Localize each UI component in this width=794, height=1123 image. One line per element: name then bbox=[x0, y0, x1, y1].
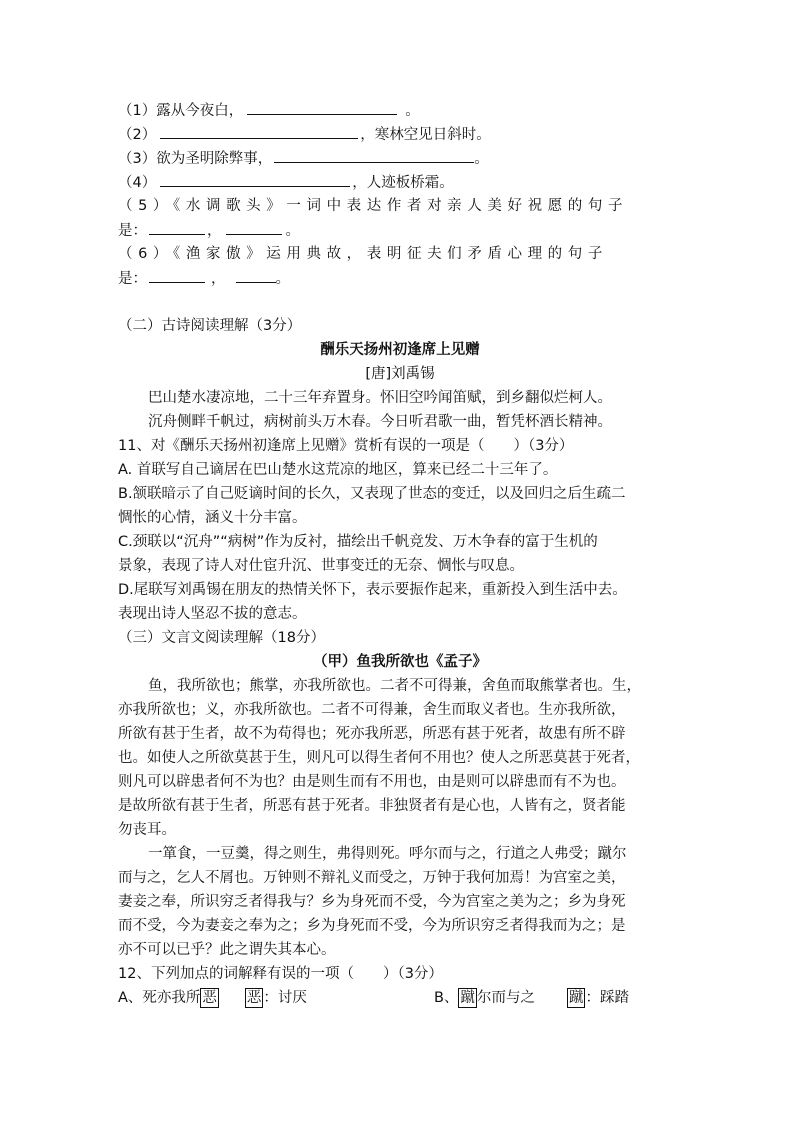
q1-suffix: 。 bbox=[405, 103, 420, 119]
passage-line: 勿丧耳。 bbox=[118, 822, 176, 838]
answer-blank[interactable] bbox=[149, 218, 205, 235]
passage-line: 而不受，今为妻妾之奉为之；乡为身死而不受，今为所识穷乏者得我而为之；是 bbox=[118, 918, 626, 934]
q2-prefix: （2） bbox=[118, 127, 157, 143]
question-12: 12、下列加点的词解释有误的一项（ ）（3分） bbox=[118, 966, 443, 982]
section3-heading: （三）文言文阅读理解（18分） bbox=[118, 630, 325, 646]
poem-title: 酬乐天扬州初逢席上见赠 bbox=[320, 342, 480, 358]
passage-line: 鱼，我所欲也；熊掌，亦我所欲也。二者不可得兼，舍鱼而取熊掌者也。生， bbox=[148, 678, 641, 694]
answer-blank[interactable] bbox=[274, 146, 474, 163]
q12-option-b bbox=[434, 986, 674, 1010]
poem-author: [唐]刘禹锡 bbox=[365, 366, 435, 382]
q4-suffix: ，人迹板桥霜。 bbox=[352, 175, 454, 191]
passage-line: 所欲有甚于生者，故不为苟得也；死亦我所恶，所恶有甚于死者，故患有所不辟 bbox=[118, 726, 626, 742]
passage-line: 是故所欲有甚于生者，所恶有甚于死者。非独贤者有是心也，人皆有之，贤者能 bbox=[118, 798, 626, 814]
q2-suffix: ，寒林空见日斜时。 bbox=[360, 127, 491, 143]
passage-title: （甲）鱼我所欲也《孟子》 bbox=[313, 654, 487, 670]
poem-line: 沉舟侧畔千帆过，病树前头万木春。今日听君歌一曲，暂凭杯酒长精神。 bbox=[148, 414, 612, 430]
passage-line: 而与之，乞人不屑也。万钟则不辩礼义而受之，万钟于我何加焉！为宫室之美， bbox=[118, 870, 626, 886]
q12-b-definition: ：踩踏 bbox=[585, 990, 629, 1006]
q6-prefix: 是： bbox=[118, 271, 147, 287]
answer-blank[interactable] bbox=[160, 170, 350, 187]
passage-line: 则凡可以辟患者何不为也？由是则生而有不用也，由是则可以辟患而有不为也。 bbox=[118, 774, 626, 790]
fill-q5-line1 bbox=[118, 194, 678, 218]
answer-blank[interactable] bbox=[247, 98, 397, 115]
dotted-word-box: 蹴 bbox=[568, 990, 584, 1006]
passage-line: 亦我所欲也；义，亦我所欲也。二者不可得兼，舍生而取义者也。生亦我所欲， bbox=[118, 702, 626, 718]
section2-heading: （二）古诗阅读理解（3分） bbox=[118, 318, 302, 334]
answer-blank[interactable] bbox=[236, 266, 276, 283]
fill-q5-line2 bbox=[118, 218, 678, 243]
q6-suffix: 。 bbox=[275, 271, 290, 287]
answer-blank[interactable] bbox=[149, 266, 205, 283]
q1-prefix: （1）露从今夜白， bbox=[118, 103, 244, 119]
answer-blank[interactable] bbox=[160, 122, 358, 139]
q12-b-text: 尔而与之 bbox=[476, 990, 535, 1006]
passage-line: 也。如使人之所欲莫甚于生，则凡可以得生者何不用也？使人之所恶莫甚于死者， bbox=[118, 750, 640, 766]
q6-separator: ， bbox=[211, 271, 226, 287]
fill-q4 bbox=[118, 170, 678, 195]
option-b-cont: 惆怅的心情，涵义十分丰富。 bbox=[118, 510, 307, 526]
passage-line: 妻妾之奉，所识穷乏者得我与？乡为身死而不受，今为宫室之美为之；乡为身死 bbox=[118, 894, 626, 910]
q3-prefix: （3）欲为圣明除弊事， bbox=[118, 151, 273, 167]
fill-q6-line1 bbox=[118, 242, 678, 266]
poem-line: 巴山楚水凄凉地，二十三年弃置身。怀旧空吟闻笛赋，到乡翻似烂柯人。 bbox=[148, 390, 612, 406]
option-d: D.尾联写刘禹锡在朋友的热情关怀下，表示要振作起来，重新投入到生活中去。 bbox=[118, 582, 627, 598]
q5-text: （5）《水调歌头》一词中表达作者对亲人美好祝愿的句子 bbox=[118, 198, 629, 214]
q12-a-definition: ：讨厌 bbox=[263, 990, 307, 1006]
q5-prefix: 是： bbox=[118, 223, 147, 239]
option-a: A. 首联写自己谪居在巴山楚水这荒凉的地区，算来已经二十三年了。 bbox=[118, 462, 558, 478]
q5-suffix: 。 bbox=[285, 223, 300, 239]
option-c-cont: 景象，表现了诗人对仕宦升沉、世事变迁的无奈、惆怅与叹息。 bbox=[118, 558, 524, 574]
q3-suffix: 。 bbox=[474, 151, 489, 167]
passage-line: 亦不可以已乎？此之谓失其本心。 bbox=[118, 942, 336, 958]
fill-q1 bbox=[118, 98, 678, 123]
fill-q2 bbox=[118, 122, 678, 147]
dotted-word-box: 蹴 bbox=[460, 990, 475, 1006]
option-c: C.颈联以“沉舟”“病树”作为反衬，描绘出千帆竞发、万木争春的富于生机的 bbox=[118, 534, 598, 550]
dotted-word-box: 恶 bbox=[246, 990, 262, 1006]
fill-q6-line2 bbox=[118, 266, 678, 291]
q6-text: （6）《渔家傲》运用典故，表明征夫们矛盾心理的句子 bbox=[118, 246, 608, 262]
option-d-cont: 表现出诗人坚忍不拔的意志。 bbox=[118, 606, 307, 622]
q5-separator: ， bbox=[207, 223, 222, 239]
dotted-word-box: 恶 bbox=[202, 990, 217, 1006]
fill-q3 bbox=[118, 146, 678, 171]
passage-line: 一箪食，一豆羹，得之则生，弗得则死。呼尔而与之，行道之人弗受；蹴尔 bbox=[148, 846, 627, 862]
question-11: 11、对《酬乐天扬州初逢席上见赠》赏析有误的一项是（ ）（3分） bbox=[118, 438, 574, 454]
answer-blank[interactable] bbox=[226, 218, 282, 235]
option-b: B.颔联暗示了自己贬谪时间的长久，又表现了世态的变迁，以及回归之后生疏二 bbox=[118, 486, 626, 502]
q12-a-text: A、死亦我所 bbox=[118, 990, 201, 1006]
q4-prefix: （4） bbox=[118, 175, 157, 191]
q12-b-label: B、 bbox=[434, 990, 459, 1006]
